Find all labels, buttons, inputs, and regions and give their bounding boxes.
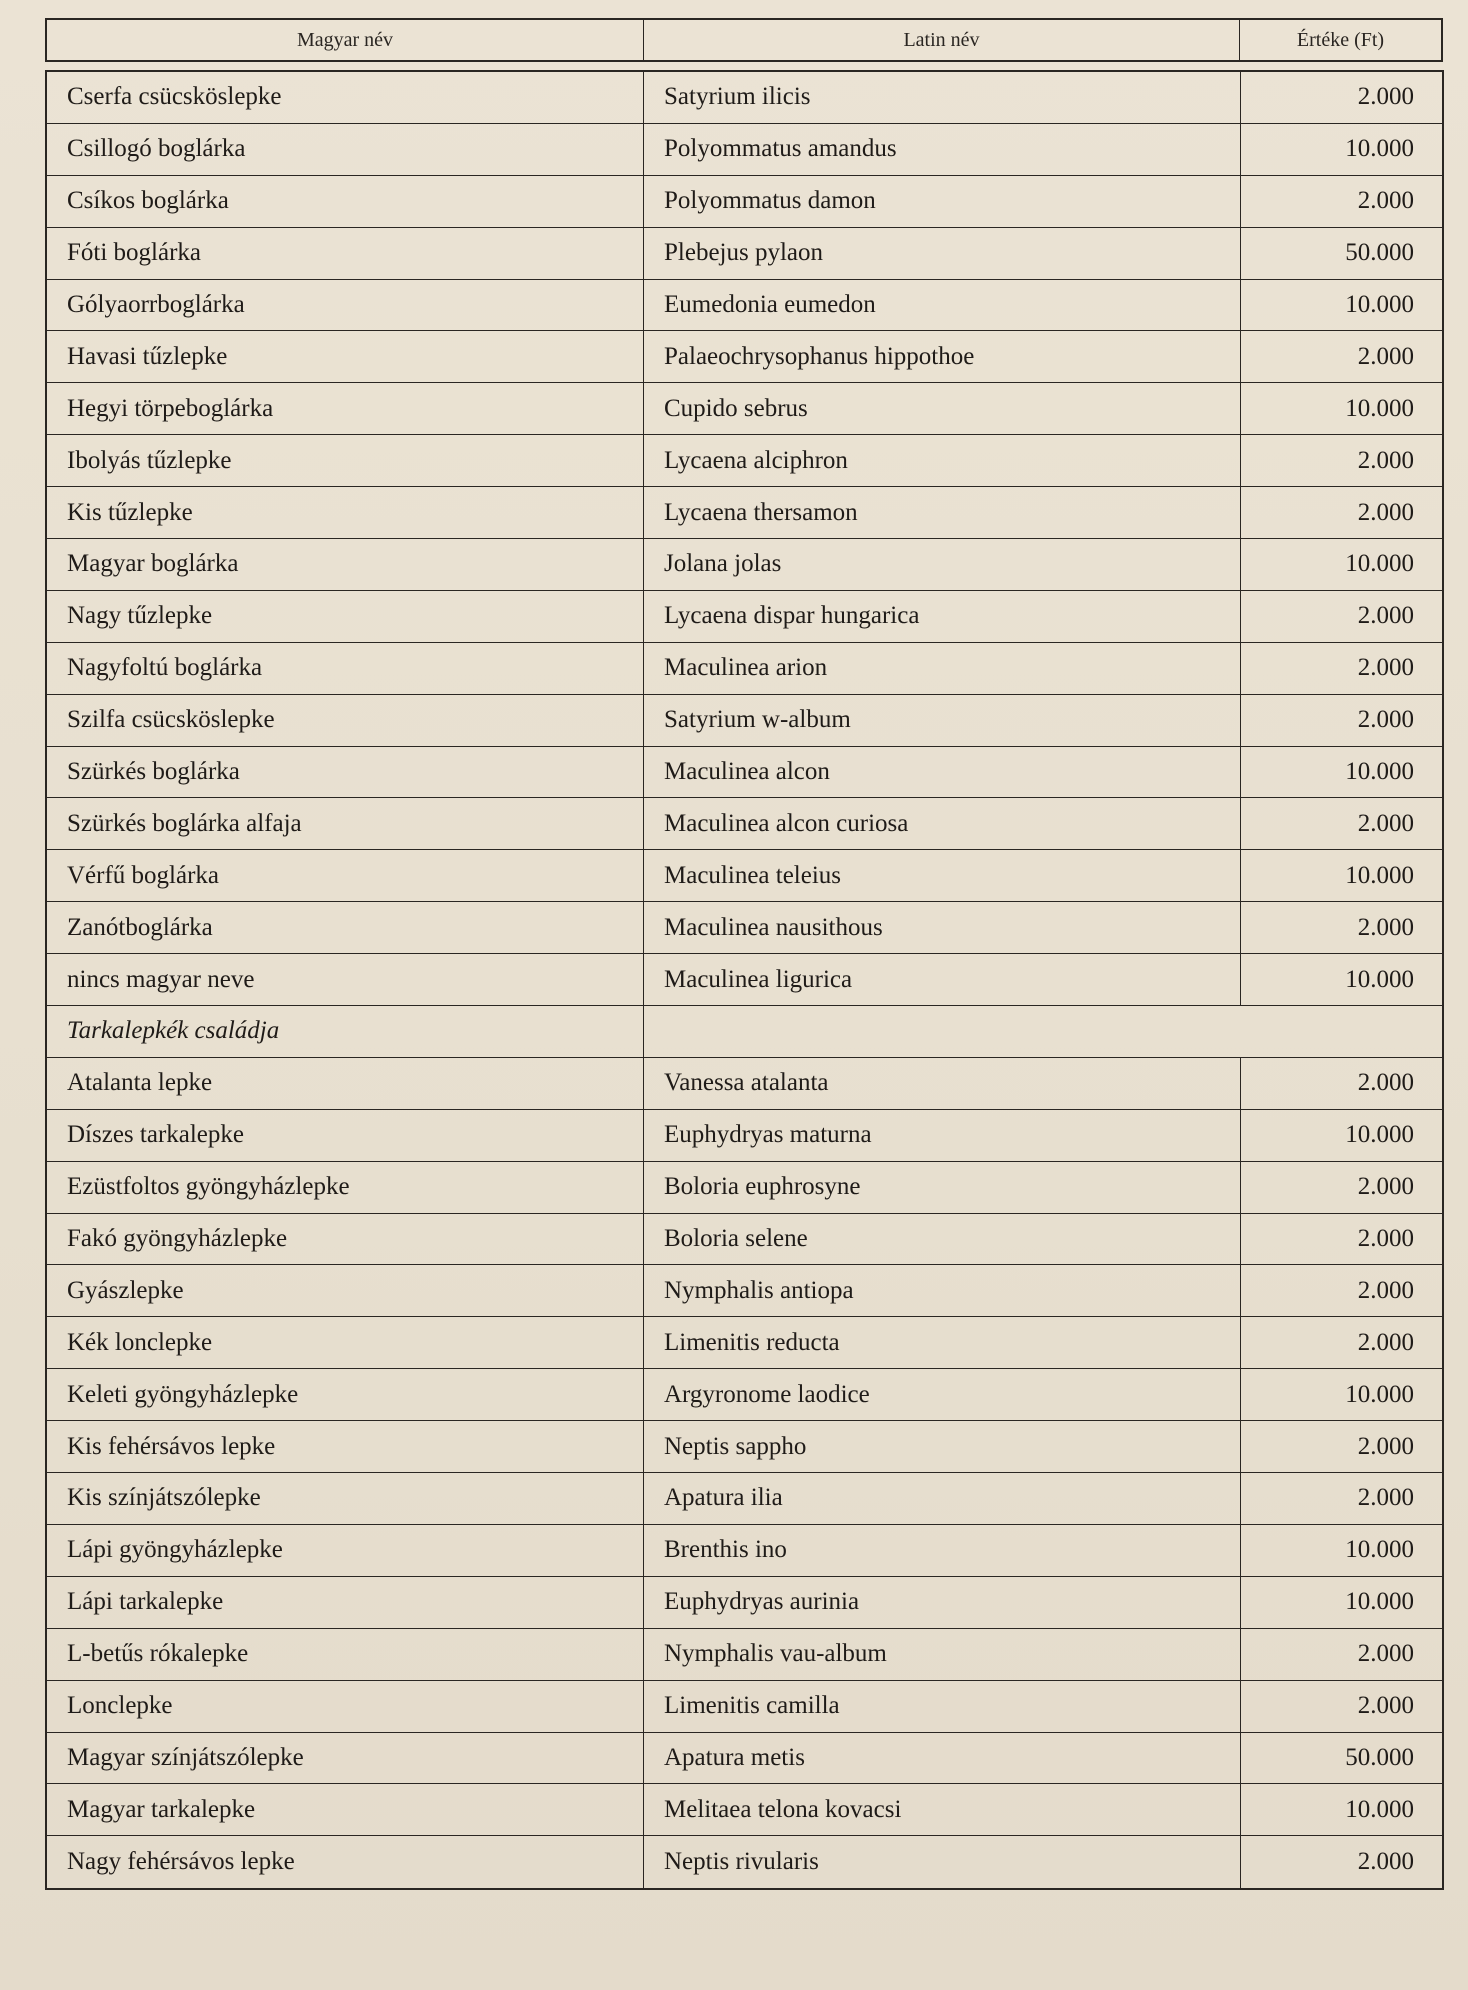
table-row <box>47 747 1442 799</box>
header-value: Értéke (Ft) <box>1296 28 1385 51</box>
table-header <box>45 18 1443 62</box>
value-cell: 2.000 <box>1357 1640 1414 1668</box>
table-row <box>47 435 1442 487</box>
table-row <box>47 1525 1442 1577</box>
hungarian-name-cell: Magyar tarkalepke <box>47 1784 644 1835</box>
hungarian-name-cell: Ezüstfoltos gyöngyházlepke <box>47 1162 644 1213</box>
hungarian-name-cell: Nagy tűzlepke <box>47 591 644 642</box>
latin-name-cell: Polyommatus amandus <box>644 124 1241 175</box>
latin-name-cell: Neptis rivularis <box>644 1836 1241 1888</box>
hungarian-name-cell: Keleti gyöngyházlepke <box>47 1369 644 1420</box>
latin-name-cell: Maculinea alcon <box>644 747 1241 798</box>
table-row <box>47 176 1442 228</box>
latin-name-cell: Lycaena alciphron <box>644 435 1241 486</box>
latin-name-cell: Euphydryas maturna <box>644 1110 1241 1161</box>
value-cell: 2.000 <box>1357 913 1414 941</box>
latin-name-cell: Jolana jolas <box>644 539 1241 590</box>
hungarian-name-cell: Lonclepke <box>47 1681 644 1732</box>
value-cell: 2.000 <box>1357 1692 1414 1720</box>
latin-name-cell: Plebejus pylaon <box>644 228 1241 279</box>
table-row <box>47 487 1442 539</box>
latin-name-cell: Maculinea alcon curiosa <box>644 798 1241 849</box>
latin-name-cell: Satyrium ilicis <box>644 72 1241 123</box>
value-cell: 10.000 <box>1345 758 1414 786</box>
table-row <box>47 1577 1442 1629</box>
hungarian-name-cell: Hegyi törpeboglárka <box>47 383 644 434</box>
value-cell: 2.000 <box>1357 1484 1414 1512</box>
table-row <box>47 1058 1442 1110</box>
table-row <box>47 1629 1442 1681</box>
latin-name-cell: Polyommatus damon <box>644 176 1241 227</box>
section-row <box>47 1006 1442 1058</box>
table-row <box>47 902 1442 954</box>
hungarian-name-cell: Vérfű boglárka <box>47 850 644 901</box>
table-row <box>47 1836 1442 1888</box>
hungarian-name-cell: Csillogó boglárka <box>47 124 644 175</box>
latin-name-cell: Limenitis reducta <box>644 1317 1241 1368</box>
value-cell: 2.000 <box>1357 498 1414 526</box>
hungarian-name-cell: Kis színjátszólepke <box>47 1473 644 1524</box>
header-hungarian-name: Magyar név <box>47 20 644 60</box>
latin-name-cell: Melitaea telona kovacsi <box>644 1784 1241 1835</box>
latin-name-cell: Neptis sappho <box>644 1421 1241 1472</box>
latin-name-cell: Apatura ilia <box>644 1473 1241 1524</box>
latin-name-cell: Euphydryas aurinia <box>644 1577 1241 1628</box>
value-cell: 2.000 <box>1357 1848 1414 1876</box>
hungarian-name-cell: L-betűs rókalepke <box>47 1629 644 1680</box>
value-cell: 2.000 <box>1357 1173 1414 1201</box>
table-row <box>47 1733 1442 1785</box>
latin-name-cell: Maculinea teleius <box>644 850 1241 901</box>
hungarian-name-cell: Szürkés boglárka alfaja <box>47 798 644 849</box>
hungarian-name-cell: Lápi gyöngyházlepke <box>47 1525 644 1576</box>
value-cell: 2.000 <box>1357 706 1414 734</box>
hungarian-name-cell: Szilfa csücsköslepke <box>47 695 644 746</box>
value-cell: 2.000 <box>1357 1225 1414 1253</box>
hungarian-name-cell: nincs magyar neve <box>47 954 644 1005</box>
value-cell: 10.000 <box>1345 1536 1414 1564</box>
latin-name-cell: Vanessa atalanta <box>644 1058 1241 1109</box>
table-row <box>47 1784 1442 1836</box>
latin-name-cell: Argyronome laodice <box>644 1369 1241 1420</box>
species-table <box>45 70 1444 1890</box>
latin-name-cell: Apatura metis <box>644 1733 1241 1784</box>
table-row <box>47 1681 1442 1733</box>
hungarian-name-cell: Magyar színjátszólepke <box>47 1733 644 1784</box>
table-row <box>47 1369 1442 1421</box>
value-cell: 2.000 <box>1357 187 1414 215</box>
table-row <box>47 539 1442 591</box>
latin-name-cell: Palaeochrysophanus hippothoe <box>644 331 1241 382</box>
table-row <box>47 695 1442 747</box>
value-cell: 2.000 <box>1357 1276 1414 1304</box>
value-cell: 2.000 <box>1357 342 1414 370</box>
latin-name-cell: Maculinea nausithous <box>644 902 1241 953</box>
value-cell: 10.000 <box>1345 291 1414 318</box>
hungarian-name-cell: Cserfa csücsköslepke <box>47 72 644 123</box>
hungarian-name-cell: Ibolyás tűzlepke <box>47 435 644 486</box>
table-row <box>47 72 1442 124</box>
hungarian-name-cell: Nagy fehérsávos lepke <box>47 1836 644 1888</box>
value-cell: 2.000 <box>1357 1069 1414 1097</box>
hungarian-name-cell: Gólyaorrboglárka <box>47 280 644 331</box>
latin-name-cell: Maculinea arion <box>644 643 1241 694</box>
table-row <box>47 1162 1442 1214</box>
hungarian-name-cell: Zanótboglárka <box>47 902 644 953</box>
hungarian-name-cell: Nagyfoltú boglárka <box>47 643 644 694</box>
section-title: Tarkalepkék családja <box>47 1006 644 1057</box>
table-row <box>47 1421 1442 1473</box>
value-cell: 10.000 <box>1345 1121 1414 1149</box>
hungarian-name-cell: Díszes tarkalepke <box>47 1110 644 1161</box>
latin-name-cell: Satyrium w-album <box>644 695 1241 746</box>
latin-name-cell: Brenthis ino <box>644 1525 1241 1576</box>
latin-name-cell: Eumedonia eumedon <box>644 280 1241 331</box>
hungarian-name-cell: Havasi tűzlepke <box>47 331 644 382</box>
table-row <box>47 1265 1442 1317</box>
latin-name-cell: Nymphalis vau-album <box>644 1629 1241 1680</box>
latin-name-cell: Limenitis camilla <box>644 1681 1241 1732</box>
table-row <box>47 228 1442 280</box>
latin-name-cell: Lycaena thersamon <box>644 487 1241 538</box>
value-cell: 50.000 <box>1345 239 1414 267</box>
hungarian-name-cell: Kis tűzlepke <box>47 487 644 538</box>
table-row <box>47 1214 1442 1266</box>
value-cell: 2.000 <box>1357 83 1414 111</box>
table-row <box>47 850 1442 902</box>
latin-name-cell: Boloria selene <box>644 1214 1241 1265</box>
latin-name-cell: Nymphalis antiopa <box>644 1265 1241 1316</box>
value-cell: 50.000 <box>1345 1743 1414 1771</box>
hungarian-name-cell: Lápi tarkalepke <box>47 1577 644 1628</box>
value-cell: 10.000 <box>1345 1380 1414 1408</box>
value-cell: 2.000 <box>1357 1328 1414 1356</box>
hungarian-name-cell: Fakó gyöngyházlepke <box>47 1214 644 1265</box>
value-cell <box>1241 1006 1442 1057</box>
table-row <box>47 383 1442 435</box>
value-cell: 10.000 <box>1345 965 1414 993</box>
value-cell: 10.000 <box>1345 861 1414 889</box>
hungarian-name-cell: Fóti boglárka <box>47 228 644 279</box>
value-cell: 10.000 <box>1345 1795 1414 1823</box>
latin-name-cell: Boloria euphrosyne <box>644 1162 1241 1213</box>
latin-name-cell: Cupido sebrus <box>644 383 1241 434</box>
value-cell: 10.000 <box>1345 1588 1414 1616</box>
table-row <box>47 954 1442 1006</box>
hungarian-name-cell: Kék lonclepke <box>47 1317 644 1368</box>
table-row <box>47 1110 1442 1162</box>
latin-name-cell: Lycaena dispar hungarica <box>644 591 1241 642</box>
value-cell: 10.000 <box>1345 135 1414 163</box>
hungarian-name-cell: Gyászlepke <box>47 1265 644 1316</box>
latin-name-cell <box>644 1006 1241 1057</box>
hungarian-name-cell: Magyar boglárka <box>47 539 644 590</box>
table-row <box>47 643 1442 695</box>
value-cell: 2.000 <box>1357 809 1414 837</box>
table-row <box>47 1317 1442 1369</box>
value-cell: 2.000 <box>1357 602 1414 630</box>
header-latin-name: Latin név <box>644 20 1240 60</box>
hungarian-name-cell: Csíkos boglárka <box>47 176 644 227</box>
value-cell: 10.000 <box>1345 394 1414 422</box>
table-row <box>47 280 1442 332</box>
table-row <box>47 124 1442 176</box>
table-row <box>47 331 1442 383</box>
hungarian-name-cell: Atalanta lepke <box>47 1058 644 1109</box>
value-cell: 2.000 <box>1357 446 1414 474</box>
value-cell: 2.000 <box>1357 654 1414 682</box>
value-cell: 10.000 <box>1345 550 1414 578</box>
table-row <box>47 591 1442 643</box>
hungarian-name-cell: Szürkés boglárka <box>47 747 644 798</box>
value-cell: 2.000 <box>1357 1432 1414 1460</box>
hungarian-name-cell: Kis fehérsávos lepke <box>47 1421 644 1472</box>
latin-name-cell: Maculinea ligurica <box>644 954 1241 1005</box>
table-row <box>47 798 1442 850</box>
table-row <box>47 1473 1442 1525</box>
